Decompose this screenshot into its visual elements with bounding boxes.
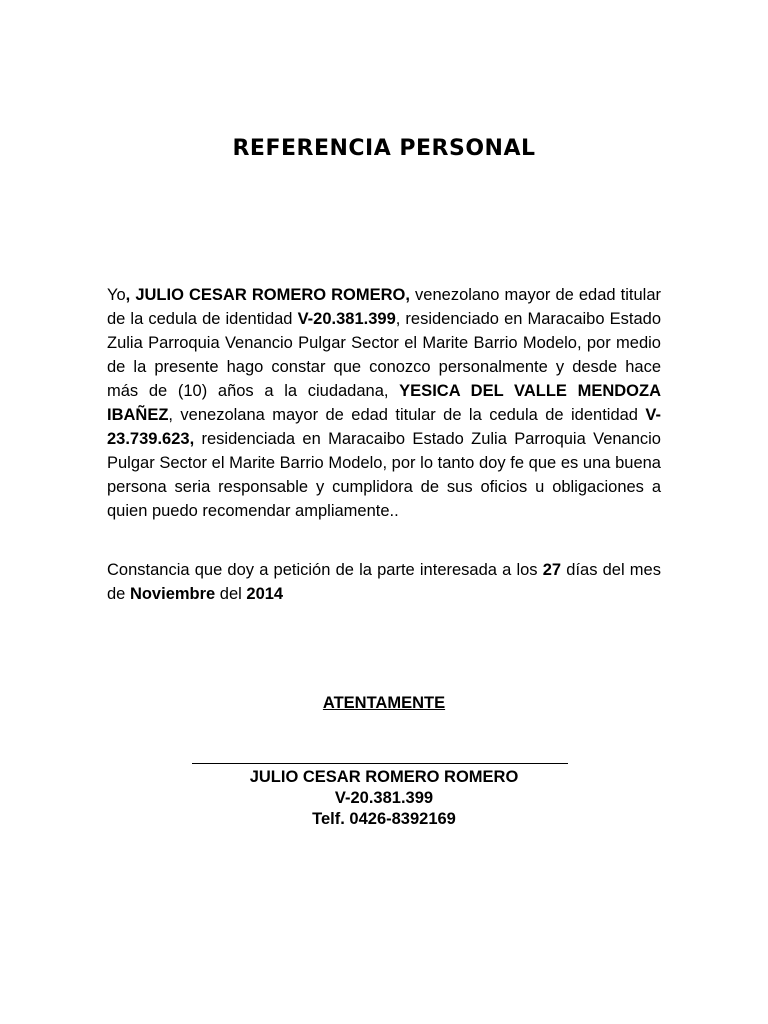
day: 27 — [542, 561, 562, 579]
text-run: , residenciado en Maracaibo Estado Zulia Parroquia Venancio Pulgar Sector el Marite Barrio Modelo, por medio de la presente hago constar que conozco personalmente y desde hace más de (10) años a la ciudadana, — [107, 310, 661, 400]
text-run: venezolano mayor de edad titular de la cedula de identidad — [107, 286, 661, 328]
referrer-id: V-20.381.399 — [297, 310, 396, 328]
text-run: Yo — [107, 286, 126, 304]
text-run: Constancia que doy a petición de la parte interesada a los — [107, 561, 543, 579]
referrer-name: , JULIO CESAR ROMERO ROMERO, — [125, 286, 410, 304]
document-title: REFERENCIA PERSONAL — [232, 136, 536, 161]
constancy-paragraph — [107, 558, 661, 606]
reference-paragraph — [107, 283, 661, 523]
month: Noviembre — [129, 585, 216, 603]
closing-salutation: ATENTAMENTE — [322, 694, 446, 712]
signature-line — [192, 763, 568, 764]
signer-name: JULIO CESAR ROMERO ROMERO — [249, 768, 519, 786]
text-run: , venezolana mayor de edad titular de la cedula de identidad — [168, 406, 646, 424]
text-run: días del mes de — [107, 561, 661, 603]
text-run: residenciada en Maracaibo Estado Zulia Parroquia Venancio Pulgar Sector el Marite Barrio Modelo, por lo tanto doy fe que es una buena persona seria responsable y cumplidora de sus oficios u obligaciones a quien puedo recomendar ampliamente.. — [107, 430, 661, 520]
signer-phone: Telf. 0426-8392169 — [312, 810, 456, 828]
text-run: del — [215, 585, 247, 603]
signer-id: V-20.381.399 — [334, 789, 434, 807]
year: 2014 — [246, 585, 284, 603]
referred-id: V-23.739.623, — [107, 406, 661, 448]
referred-name: YESICA DEL VALLE MENDOZA IBAÑEZ — [107, 382, 662, 424]
